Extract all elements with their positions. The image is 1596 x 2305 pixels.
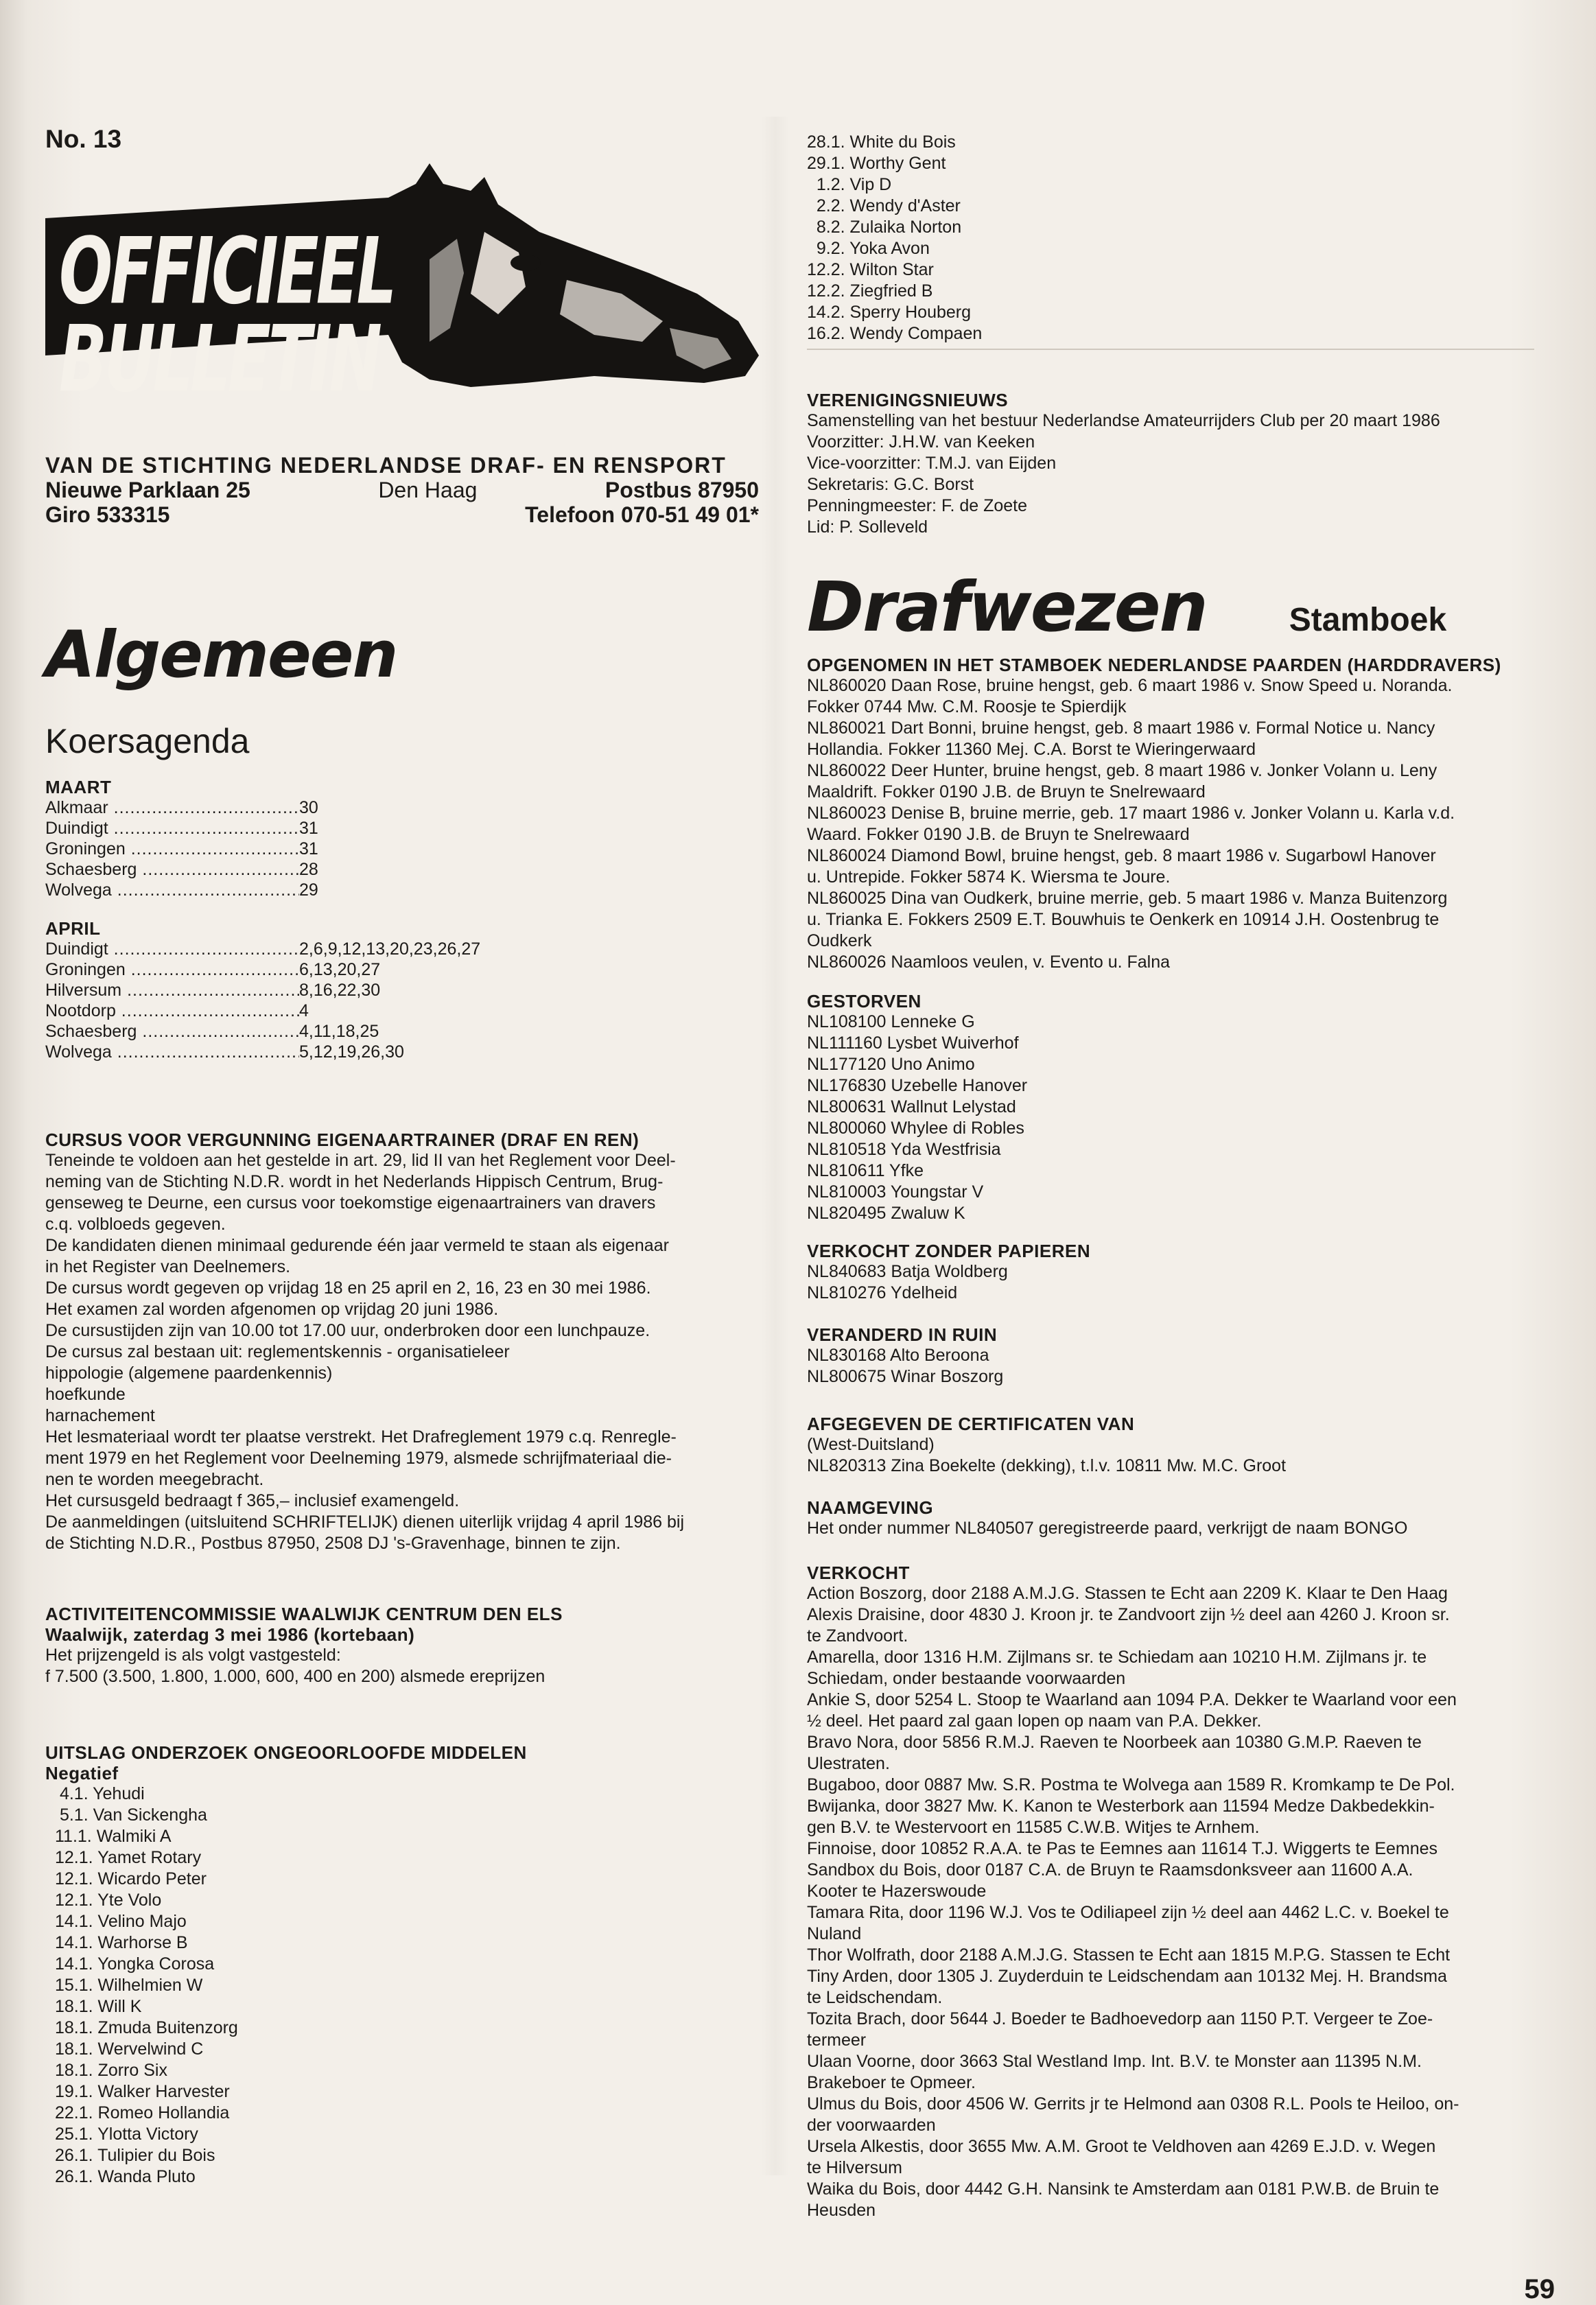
uitslag-item: 8.2. Zulaika Norton <box>807 218 962 237</box>
gestorven-item: NL176830 Uzebelle Hanover <box>807 1076 1028 1095</box>
agenda-dates: 6,13,20,27 <box>299 960 381 979</box>
activiteit-body <box>45 1645 773 1687</box>
verenigingsnieuws-heading: VERENIGINGSNIEUWS <box>807 390 1009 410</box>
vereniging-line: Penningmeester: F. de Zoete <box>807 496 1028 515</box>
uitslag-item: 12.1. Wicardo Peter <box>55 1869 207 1888</box>
agenda-dates: 2,6,9,12,13,20,23,26,27 <box>299 939 481 959</box>
cursus-line: c.q. volbloeds gegeven. <box>45 1215 226 1234</box>
phone: Telefoon 070-51 49 01* <box>525 502 759 527</box>
verkocht-line: Ulmus du Bois, door 4506 W. Gerrits jr te Helmond aan 0308 R.L. Pools te Heiloo, on- <box>807 2094 1459 2114</box>
cursus-line: genseweg te Deurne, een cursus voor toekomstige eigenaartrainers van dravers <box>45 1193 656 1213</box>
stamboek-line: Maaldrift. Fokker 0190 J.B. de Bruyn te Snelrewaard <box>807 782 1206 802</box>
stamboek-body <box>807 675 1562 973</box>
agenda-row <box>45 1001 539 1021</box>
agenda-row <box>45 818 539 839</box>
gestorven-heading: GESTORVEN <box>807 991 922 1011</box>
agenda-dates: 5,12,19,26,30 <box>299 1042 404 1062</box>
activiteit-line: f 7.500 (3.500, 1.800, 1.000, 600, 400 en 200) alsmede ereprijzen <box>45 1667 545 1686</box>
zonder-papieren-item: NL840683 Batja Woldberg <box>807 1262 1008 1281</box>
cursus-line: de Stichting N.D.R., Postbus 87950, 2508 DJ 's-Gravenhage, binnen te zijn. <box>45 1534 621 1553</box>
verkocht-line: Tiny Arden, door 1305 J. Zuyderduin te Leidschendam aan 10132 Mej. H. Brandsma <box>807 1967 1447 1986</box>
uitslag-item: 18.1. Zorro Six <box>55 2061 167 2080</box>
vereniging-line: Samenstelling van het bestuur Nederlandse Amateurrijders Club per 20 maart 1986 <box>807 411 1440 430</box>
uitslag-item: 26.1. Wanda Pluto <box>55 2167 196 2186</box>
ruin-body <box>807 1345 1562 1388</box>
gestorven-item: NL111160 Lysbet Wuiverhof <box>807 1033 1019 1053</box>
uitslag-item: 15.1. Wilhelmien W <box>55 1976 203 1995</box>
drafwezen-header <box>807 567 1562 647</box>
postbus: Postbus 87950 <box>605 478 759 502</box>
verkocht-line: Bugaboo, door 0887 Mw. S.R. Postma te Wolvega aan 1589 R. Kromkamp te De Pol. <box>807 1775 1455 1794</box>
uitslag-item: 12.1. Yte Volo <box>55 1891 162 1910</box>
cursus-line: nen te worden meegebracht. <box>45 1470 264 1489</box>
verkocht-line: Sandbox du Bois, door 0187 C.A. de Bruyn te Raamsdonksveer aan 11600 A.A. <box>807 1860 1413 1880</box>
naamgeving-body <box>807 1518 1562 1539</box>
verkocht-line: der voorwaarden <box>807 2116 936 2135</box>
certificaten-line: (West-Duitsland) <box>807 1435 935 1454</box>
uitslag-list-right <box>807 132 1562 344</box>
stamboek-subtitle: Stamboek <box>1289 602 1447 638</box>
verkocht-line: Schiedam, onder bestaande voorwaarden <box>807 1669 1126 1688</box>
cursus-line: De cursustijden zijn van 10.00 tot 17.00 uur, onderbroken door een lunchpauze. <box>45 1321 650 1340</box>
agenda-venue: Schaesberg ..... <box>45 859 299 880</box>
uitslag-item: 14.1. Warhorse B <box>55 1933 188 1952</box>
verkocht-line: Amarella, door 1316 H.M. Zijlmans sr. te Schiedam aan 10210 H.M. Zijlmans jr. te <box>807 1648 1427 1667</box>
verkocht-line: te Zandvoort. <box>807 1626 908 1646</box>
cursus-line: De kandidaten dienen minimaal gedurende één jaar vermeld te staan als eigenaar <box>45 1236 669 1255</box>
agenda-row <box>45 959 539 980</box>
agenda-dates: 8,16,22,30 <box>299 981 381 1000</box>
uitslag-item: 29.1. Worthy Gent <box>807 154 946 173</box>
verkocht-body <box>807 1583 1562 2221</box>
verkocht-line: Brakeboer te Opmeer. <box>807 2073 976 2092</box>
agenda-venue: Schaesberg ..... <box>45 1021 299 1042</box>
naamgeving-heading: NAAMGEVING <box>807 1497 934 1518</box>
verkocht-line: Alexis Draisine, door 4830 J. Kroon jr. te Zandvoort zijn ½ deel aan 4260 J. Kroon sr. <box>807 1605 1450 1624</box>
agenda-dates: 30 <box>299 798 318 817</box>
stamboek-line: Oudkerk <box>807 931 872 950</box>
stamboek-line: NL860022 Deer Hunter, bruine hengst, geb. 8 maart 1986 v. Jonker Volann u. Leny <box>807 761 1437 780</box>
april-label: APRIL <box>45 918 101 939</box>
agenda-venue: Duindigt ..... <box>45 818 299 839</box>
cursus-line: De cursus wordt gegeven op vrijdag 18 en 25 april en 2, 16, 23 en 30 mei 1986. <box>45 1278 651 1298</box>
gestorven-body <box>807 1011 1562 1224</box>
cursus-line: hippologie (algemene paardenkennis) <box>45 1364 333 1383</box>
gestorven-item: NL810003 Youngstar V <box>807 1182 984 1202</box>
agenda-dates: 29 <box>299 880 318 900</box>
issue-number: No. 13 <box>45 125 122 153</box>
uitslag-item: 9.2. Yoka Avon <box>807 239 930 258</box>
uitslag-item: 1.2. Vip D <box>807 175 892 194</box>
verkocht-line: Finnoise, door 10852 R.A.A. te Pas te Eemnes aan 11614 T.J. Wiggerts te Eemnes <box>807 1839 1438 1858</box>
activiteit-subheading: Waalwijk, zaterdag 3 mei 1986 (kortebaan) <box>45 1624 415 1645</box>
certificaten-line: NL820313 Zina Boekelte (dekking), t.l.v. 10811 Mw. M.C. Groot <box>807 1456 1287 1475</box>
verkocht-line: Waika du Bois, door 4442 G.H. Nansink te Amsterdam aan 0181 P.W.B. de Bruin te <box>807 2179 1440 2199</box>
stamboek-line: NL860025 Dina van Oudkerk, bruine merrie, geb. 5 maart 1986 v. Manza Buitenzorg <box>807 889 1448 908</box>
ruin-heading: VERANDERD IN RUIN <box>807 1324 998 1345</box>
stamboek-line: NL860024 Diamond Bowl, bruine hengst, geb. 8 maart 1986 v. Sugarbowl Hanover <box>807 846 1436 865</box>
uitslag-item: 5.1. Van Sickengha <box>55 1805 207 1825</box>
uitslag-item: 18.1. Wervelwind C <box>55 2039 204 2059</box>
uitslag-item: 14.2. Sperry Houberg <box>807 303 972 322</box>
agenda-row <box>45 1042 539 1062</box>
agenda-venue: Wolvega ..... <box>45 1042 299 1062</box>
organization-name: VAN DE STICHTING NEDERLANDSE DRAF- EN RENSPORT <box>45 453 727 478</box>
uitslag-item: 18.1. Zmuda Buitenzorg <box>55 2018 238 2037</box>
cursus-line: Het cursusgeld bedraagt f 365,– inclusief examengeld. <box>45 1491 460 1510</box>
agenda-row <box>45 1021 539 1042</box>
logo-line1: OFFICIEEL <box>59 218 395 325</box>
verkocht-line: Bwijanka, door 3827 Mw. K. Kanon te Westerbork aan 11594 Medze Dakbedekkin- <box>807 1797 1435 1816</box>
agenda-dates: 4,11,18,25 <box>299 1022 379 1041</box>
koersagenda-title: Koersagenda <box>45 722 250 760</box>
page-number: 59 <box>1524 2274 1555 2304</box>
uitslag-item: 25.1. Ylotta Victory <box>55 2125 198 2144</box>
uitslag-item: 18.1. Will K <box>55 1997 142 2016</box>
cursus-line: Het lesmateriaal wordt ter plaatse verstrekt. Het Drafreglement 1979 c.q. Renregle- <box>45 1427 677 1447</box>
stamboek-line: Waard. Fokker 0190 J.B. de Bruyn te Snelrewaard <box>807 825 1190 844</box>
cursus-line: De cursus zal bestaan uit: reglementskennis - organisatieleer <box>45 1342 510 1361</box>
naamgeving-line: Het onder nummer NL840507 geregistreerde paard, verkrijgt de naam BONGO <box>807 1519 1408 1538</box>
uitslag-item: 2.2. Wendy d'Aster <box>807 196 961 215</box>
gestorven-item: NL810611 Yfke <box>807 1161 924 1180</box>
verkocht-line: Thor Wolfrath, door 2188 A.M.J.G. Stassen te Echt aan 1815 M.P.G. Stassen te Echt <box>807 1945 1451 1965</box>
verkocht-line: Ulestraten. <box>807 1754 890 1773</box>
maart-list <box>45 797 773 900</box>
vereniging-line: Lid: P. Solleveld <box>807 517 928 537</box>
stamboek-line: NL860023 Denise B, bruine merrie, geb. 17 maart 1986 v. Jonker Volann u. Karla v.d. <box>807 804 1455 823</box>
cursus-body <box>45 1150 773 1554</box>
stamboek-line: NL860021 Dart Bonni, bruine hengst, geb. 8 maart 1986 v. Formal Notice u. Nancy <box>807 718 1435 738</box>
verkocht-line: Ankie S, door 5254 L. Stoop te Waarland aan 1094 P.A. Dekker te Waarland voor een <box>807 1690 1457 1709</box>
uitslag-item: 12.2. Wilton Star <box>807 260 934 279</box>
verenigingsnieuws-body <box>807 410 1562 538</box>
certificaten-heading: AFGEGEVEN DE CERTIFICATEN VAN <box>807 1414 1135 1434</box>
uitslag-item: 26.1. Tulipier du Bois <box>55 2146 215 2165</box>
agenda-row <box>45 880 539 900</box>
agenda-venue: Groningen ..... <box>45 839 299 859</box>
verkocht-line: Tamara Rita, door 1196 W.J. Vos te Odiliapeel zijn ½ deel aan 4462 L.C. v. Boekel te <box>807 1903 1449 1922</box>
ruin-item: NL830168 Alto Beroona <box>807 1346 989 1365</box>
april-list <box>45 939 773 1062</box>
zonder-papieren-item: NL810276 Ydelheid <box>807 1283 958 1302</box>
vereniging-line: Vice-voorzitter: T.M.J. van Eijden <box>807 454 1057 473</box>
maart-label: MAART <box>45 777 112 797</box>
vereniging-line: Voorzitter: J.H.W. van Keeken <box>807 432 1035 452</box>
verkocht-line: ½ deel. Het paard zal gaan lopen op naam van P.A. Dekker. <box>807 1711 1262 1731</box>
verkocht-line: Ulaan Voorne, door 3663 Stal Westland Imp. Int. B.V. te Monster aan 11395 N.M. <box>807 2052 1422 2071</box>
gestorven-item: NL800631 Wallnut Lelystad <box>807 1097 1016 1116</box>
agenda-venue: Nootdorp ..... <box>45 1001 299 1021</box>
certificaten-body <box>807 1434 1562 1477</box>
masthead-address <box>45 453 759 527</box>
verkocht-line: gen B.V. te Westervoort en 11585 C.W.B. Witjes te Arnhem. <box>807 1818 1260 1837</box>
stamboek-line: NL860026 Naamloos veulen, v. Evento u. Falna <box>807 952 1171 972</box>
agenda-dates: 4 <box>299 1001 309 1020</box>
right-column <box>807 132 1562 2221</box>
gestorven-item: NL177120 Uno Animo <box>807 1055 975 1074</box>
street-address: Nieuwe Parklaan 25 <box>45 478 250 502</box>
zonder-papieren-body <box>807 1261 1562 1304</box>
agenda-venue: Wolvega ..... <box>45 880 299 900</box>
cursus-line: hoefkunde <box>45 1385 126 1404</box>
agenda-row <box>45 797 539 818</box>
gestorven-item: NL820495 Zwaluw K <box>807 1204 965 1223</box>
uitslag-heading: UITSLAG ONDERZOEK ONGEOORLOOFDE MIDDELEN <box>45 1742 527 1763</box>
activiteit-line: Het prijzengeld is als volgt vastgesteld: <box>45 1646 341 1665</box>
stamboek-line: Fokker 0744 Mw. C.M. Roosje te Spierdijk <box>807 697 1127 716</box>
gestorven-item: NL810518 Yda Westfrisia <box>807 1140 1001 1159</box>
verkocht-line: Nuland <box>807 1924 862 1943</box>
vereniging-line: Sekretaris: G.C. Borst <box>807 475 974 494</box>
cursus-line: harnachement <box>45 1406 155 1425</box>
verkocht-line: Ursela Alkestis, door 3655 Mw. A.M. Groot te Veldhoven aan 4269 E.J.D. v. Wegen <box>807 2137 1436 2156</box>
verkocht-line: termeer <box>807 2031 867 2050</box>
bulletin-logo <box>45 156 759 413</box>
verkocht-line: Bravo Nora, door 5856 R.M.J. Raeven te Noorbeek aan 10380 G.M.P. Raeven te <box>807 1733 1422 1752</box>
section-title-drafwezen: Drafwezen <box>807 567 1207 647</box>
city: Den Haag <box>378 478 478 502</box>
verkocht-line: Kooter te Hazerswoude <box>807 1882 987 1901</box>
agenda-venue: Groningen ..... <box>45 959 299 980</box>
uitslag-item: 22.1. Romeo Hollandia <box>55 2103 230 2122</box>
uitslag-item: 14.1. Velino Majo <box>55 1912 187 1931</box>
verkocht-line: Tozita Brach, door 5644 J. Boeder te Badhoevedorp aan 1150 P.T. Vergeer te Zoe- <box>807 2009 1433 2028</box>
verkocht-line: Heusden <box>807 2201 876 2220</box>
uitslag-item: 4.1. Yehudi <box>55 1784 145 1803</box>
giro: Giro 533315 <box>45 502 170 527</box>
uitslag-subheading: Negatief <box>45 1763 119 1783</box>
gestorven-item: NL108100 Lenneke G <box>807 1012 975 1031</box>
agenda-venue: Duindigt ..... <box>45 939 299 959</box>
uitslag-item: 28.1. White du Bois <box>807 132 956 152</box>
agenda-row <box>45 980 539 1001</box>
section-title-algemeen: Algemeen <box>45 618 397 692</box>
logo-line2: BULLETIN <box>59 306 379 413</box>
agenda-venue: Hilversum ..... <box>45 980 299 1001</box>
stamboek-heading: OPGENOMEN IN HET STAMBOEK NEDERLANDSE PAARDEN (HARDDRAVERS) <box>807 655 1501 675</box>
verkocht-line: te Leidschendam. <box>807 1988 943 2007</box>
uitslag-item: 12.2. Ziegfried B <box>807 281 933 301</box>
cursus-line: Het examen zal worden afgenomen op vrijdag 20 juni 1986. <box>45 1300 499 1319</box>
agenda-dates: 28 <box>299 860 318 879</box>
cursus-heading: CURSUS VOOR VERGUNNING EIGENAARTRAINER (DRAF EN REN) <box>45 1130 639 1150</box>
verkocht-heading: VERKOCHT <box>807 1563 910 1583</box>
cursus-line: in het Register van Deelnemers. <box>45 1257 291 1276</box>
cursus-line: De aanmeldingen (uitsluitend SCHRIFTELIJK) dienen uiterlijk vrijdag 4 april 1986 bij <box>45 1512 685 1532</box>
agenda-row <box>45 859 539 880</box>
left-column <box>45 618 773 2188</box>
activiteit-heading: ACTIVITEITENCOMMISSIE WAALWIJK CENTRUM DEN ELS <box>45 1604 563 1624</box>
stamboek-line: u. Untrepide. Fokker 5874 K. Wiersma te Joure. <box>807 867 1171 887</box>
uitslag-item: 14.1. Yongka Corosa <box>55 1954 215 1974</box>
gestorven-item: NL800060 Whylee di Robles <box>807 1119 1024 1138</box>
stamboek-line: NL860020 Daan Rose, bruine hengst, geb. 6 maart 1986 v. Snow Speed u. Noranda. <box>807 676 1453 695</box>
zonder-papieren-heading: VERKOCHT ZONDER PAPIEREN <box>807 1241 1091 1261</box>
cursus-line: Teneinde te voldoen aan het gestelde in art. 29, lid II van het Reglement voor Deel- <box>45 1151 676 1170</box>
uitslag-item: 11.1. Walmiki A <box>55 1827 172 1846</box>
agenda-dates: 31 <box>299 819 318 838</box>
uitslag-item: 16.2. Wendy Compaen <box>807 324 983 343</box>
uitslag-list-left <box>45 1783 773 2188</box>
divider <box>807 349 1534 350</box>
cursus-line: neming van de Stichting N.D.R. wordt in het Nederlands Hippisch Centrum, Brug- <box>45 1172 664 1191</box>
agenda-dates: 31 <box>299 839 318 858</box>
agenda-venue: Alkmaar ..... <box>45 797 299 818</box>
stamboek-line: u. Trianka E. Fokkers 2509 E.T. Bouwhuis te Oenkerk en 10914 J.H. Oostenbrug te <box>807 910 1440 929</box>
ruin-item: NL800675 Winar Boszorg <box>807 1367 1004 1386</box>
verkocht-line: te Hilversum <box>807 2158 902 2177</box>
uitslag-item: 19.1. Walker Harvester <box>55 2082 230 2101</box>
uitslag-item: 12.1. Yamet Rotary <box>55 1848 202 1867</box>
cursus-line: ment 1979 en het Reglement voor Deelneming 1979, alsmede schrijfmateriaal die- <box>45 1449 672 1468</box>
agenda-row <box>45 839 539 859</box>
verkocht-line: Action Boszorg, door 2188 A.M.J.G. Stassen te Echt aan 2209 K. Klaar te Den Haag <box>807 1584 1448 1603</box>
stamboek-line: Hollandia. Fokker 11360 Mej. C.A. Borst te Wieringerwaard <box>807 740 1256 759</box>
agenda-row <box>45 939 539 959</box>
